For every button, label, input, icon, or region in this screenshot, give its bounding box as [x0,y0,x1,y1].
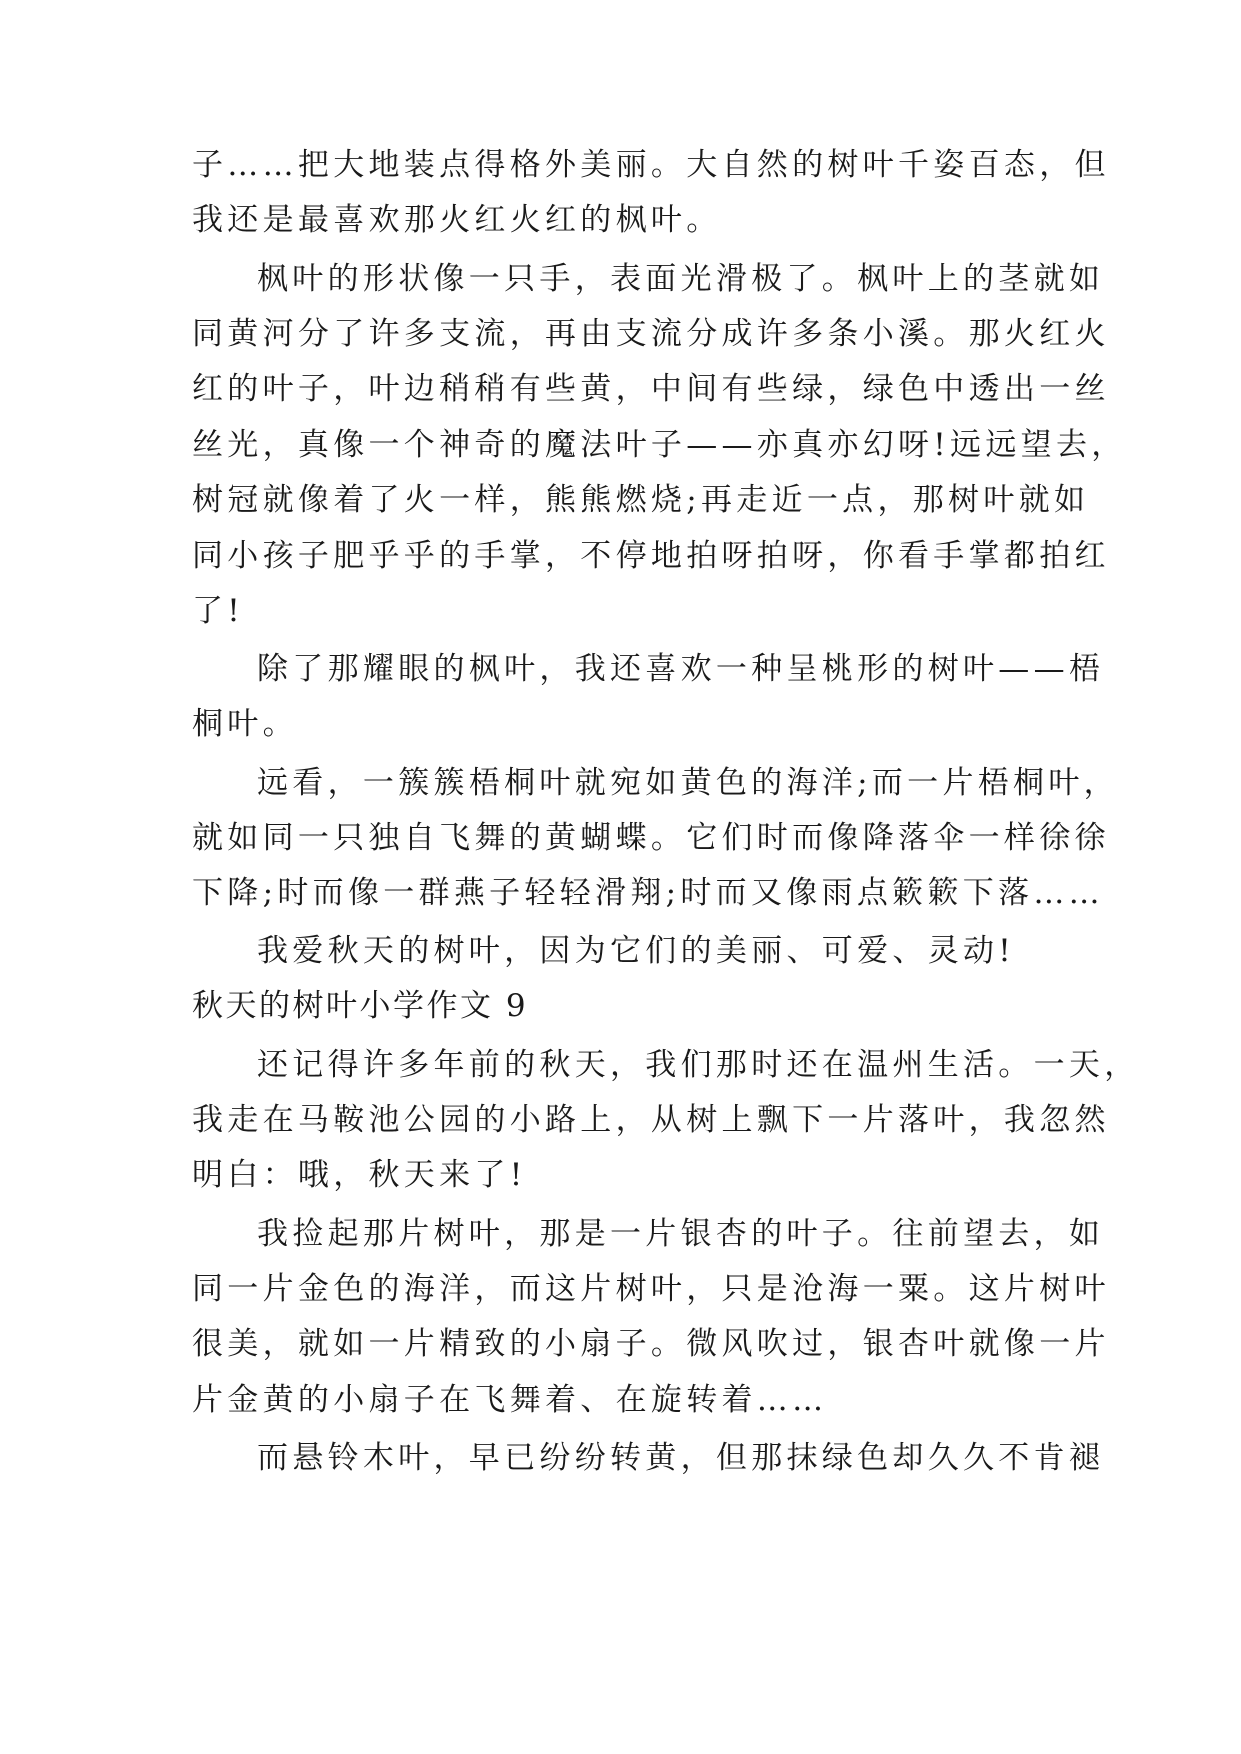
paragraph-start-line: 除了那耀眼的枫叶，我还喜欢一种呈桃形的树叶——梧 [257,651,1105,687]
paragraph-start-line: 还记得许多年前的秋天，我们那时还在温州生活。一天， [257,1047,1140,1083]
paragraph-start-line: 而悬铃木叶，早已纷纷转黄，但那抹绿色却久久不肯褪 [257,1440,1105,1476]
paragraph-start-line: 我捡起那片树叶，那是一片银杏的叶子。往前望去，如 [257,1216,1105,1252]
text-line: 子……把大地装点得格外美丽。大自然的树叶千姿百态，但 [192,147,1110,183]
text-line: 了! [192,593,245,629]
text-line: 同黄河分了许多支流，再由支流分成许多条小溪。那火红火 [192,316,1110,352]
text-line: 就如同一只独自飞舞的黄蝴蝶。它们时而像降落伞一样徐徐 [192,820,1110,856]
text-line: 红的叶子，叶边稍稍有些黄，中间有些绿，绿色中透出一丝 [192,371,1110,407]
text-line: 我走在马鞍池公园的小路上，从树上飘下一片落叶，我忽然 [192,1102,1110,1138]
paragraph-start-line: 枫叶的形状像一只手，表面光滑极了。枫叶上的茎就如 [257,261,1105,297]
text-line: 很美，就如一片精致的小扇子。微风吹过，银杏叶就像一片 [192,1326,1110,1362]
text-line: 我还是最喜欢那火红火红的枫叶。 [192,202,722,238]
paragraph-start-line: 远看，一簇簇梧桐叶就宛如黄色的海洋;而一片梧桐叶， [257,765,1119,801]
text-line: 下降;时而像一群燕子轻轻滑翔;时而又像雨点簌簌下落…… [192,875,1104,911]
text-line: 同小孩子肥乎乎的手掌，不停地拍呀拍呀，你看手掌都拍红 [192,538,1110,574]
text-line: 树冠就像着了火一样，熊熊燃烧;再走近一点，那树叶就如 [192,482,1090,518]
text-line: 同一片金色的海洋，而这片树叶，只是沧海一粟。这片树叶 [192,1271,1110,1307]
text-line: 片金黄的小扇子在飞舞着、在旋转着…… [192,1382,828,1418]
text-line: 桐叶。 [192,706,298,742]
text-line: 明白：哦，秋天来了! [192,1157,527,1193]
section-heading: 秋天的树叶小学作文 9 [192,988,529,1024]
text-line: 丝光，真像一个神奇的魔法叶子——亦真亦幻呀!远远望去， [192,427,1127,463]
paragraph-start-line: 我爱秋天的树叶，因为它们的美丽、可爱、灵动! [257,933,1016,969]
